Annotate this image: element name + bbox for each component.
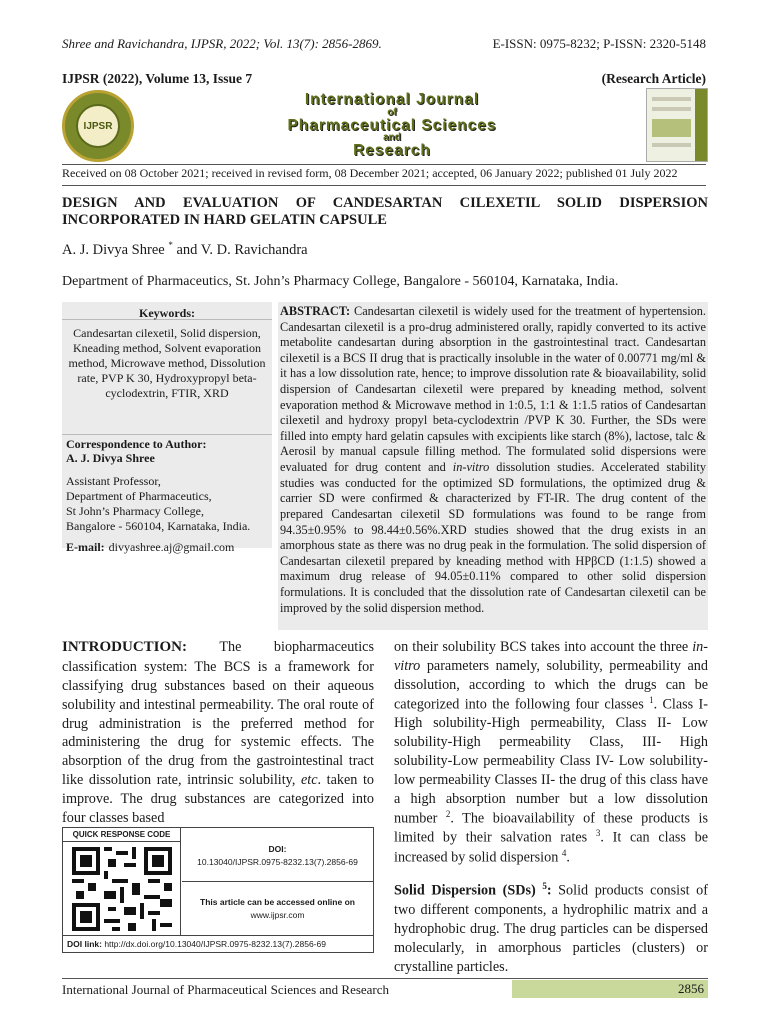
introduction-italic: etc xyxy=(300,772,318,789)
paragraph-text: . xyxy=(566,849,570,866)
authors xyxy=(62,240,308,259)
article-title: DESIGN AND EVALUATION OF CANDESARTAN CILEXETIL SOLID DISPERSION INCORPORATED IN HARD GELATIN CAPSULE xyxy=(62,195,708,229)
qr-column xyxy=(63,828,181,936)
journal-banner xyxy=(62,88,708,164)
paragraph-text: . The bioavailability of these products is limited by their salvation rates xyxy=(394,810,709,846)
footer-journal: International Journal of Pharmaceutical Sciences and Research xyxy=(62,982,390,997)
bcs-paragraph xyxy=(394,638,708,867)
section-heading: : xyxy=(546,883,552,900)
address-line: Assistant Professor, xyxy=(66,473,161,488)
address-line: Bangalore - 560104, Karnataka, India. xyxy=(66,518,251,533)
cover-block xyxy=(652,97,691,101)
abstract-label: ABSTRACT: xyxy=(280,304,351,318)
journal-title-line5: Research xyxy=(353,142,431,159)
citation: Shree and Ravichandra, IJPSR, 2022; Vol. 13(7): 2856-2869. xyxy=(62,36,382,51)
abstract-text: Candesartan cilexetil is widely used for the treatment of hypertension. Candesartan cilexetil is a pro-drug administered orally, rapidly converted to its active metabolite candesartan during absorption in the gastrointestinal tract. Candesartan cilexetil is a BCS II drug that is practically insoluble in the water of 0.00771 mg/ml & it has a low dissolution rate, hence; to improve dissolution rate & bioavailability, solid dispersion of Candesartan cilexetil were prepared by kneading method, solvent evaporation method & Microwave method in 1:0.5, 1:1 & 1:1.5 ratios of Candesartan cilexetil and hydroxy propyl beta-cyclodextrin /PVP K 30. Further, the SDs were filled into empty hard gelatin capsules with excipients like starch (8%), lactose, talc & Aerosil by manual capsule filling method. The formulated solid dispersions were evaluated for drug content and xyxy=(280,304,706,475)
journal-title xyxy=(262,92,522,159)
email-label: E-mail: xyxy=(66,539,105,554)
doi-link[interactable]: http://dx.doi.org/10.13040/IJPSR.0975-8232.13(7).2856-69 xyxy=(104,939,326,949)
right-column xyxy=(394,638,708,977)
citation-ref[interactable]: 2 xyxy=(445,808,451,819)
access-text: This article can be accessed online on xyxy=(200,897,355,907)
divider xyxy=(62,164,706,165)
citation-ref[interactable]: 5 xyxy=(542,881,547,892)
journal-cover-thumbnail xyxy=(646,88,708,162)
doi-link-row xyxy=(63,935,373,952)
correspondence-block xyxy=(62,434,272,466)
correspondence-heading: Correspondence to Author: xyxy=(66,437,207,451)
issue-line xyxy=(62,71,706,87)
qr-info-box xyxy=(62,827,374,953)
citation-ref[interactable]: 1 xyxy=(649,694,654,705)
issn: E-ISSN: 0975-8232; P-ISSN: 2320-5148 xyxy=(492,36,706,51)
paragraph-text: . Class I- High solubility-High permeability, Class II- Low solubility-High permeability Class, III- High solubility-Low permeability Class IV- Low solubility-low permeability Classes II- the drug of this class have a high absorption number but a low dissolution number xyxy=(394,696,708,827)
corresponding-mark: * xyxy=(168,240,173,250)
introduction-text: The biopharmaceutics classification system: The BCS is a framework for classifying drug substances based on their aqueous solubility and intestinal permeability. The oral route of drug administration is the preferred method for administering the drug for systemic effects. The absorption of the drug from the gastrointestinal tract like dissolution rate, intrinsic solubility, xyxy=(62,639,374,789)
qr-heading: QUICK RESPONSE CODE xyxy=(63,828,180,842)
cover-block xyxy=(652,119,691,137)
journal-title-line4: and xyxy=(383,132,401,143)
keywords-heading: Keywords: xyxy=(62,302,272,320)
cover-block xyxy=(652,143,691,147)
article-type: (Research Article) xyxy=(601,71,706,86)
footer-divider xyxy=(62,978,708,979)
cover-stripe xyxy=(695,89,707,161)
doi-link-label: DOI link: xyxy=(67,939,102,949)
running-header xyxy=(62,36,706,52)
journal-title-line1: International Journal xyxy=(304,91,480,108)
paragraph-text: Solid products consist of two different components, a hydrophilic matrix and a hydrophobic drug. The drug particles can be dispersed molecularly, in amorphous particles (clusters) or crystalline particles. xyxy=(394,883,708,975)
correspondence-name: A. J. Divya Shree xyxy=(66,451,155,466)
correspondence-address xyxy=(62,466,272,534)
qr-code-icon[interactable] xyxy=(72,846,172,932)
introduction xyxy=(62,638,374,828)
email-address[interactable]: divyashree.aj@gmail.com xyxy=(108,539,235,554)
doi-label: DOI: xyxy=(268,844,287,854)
abstract-text: dissolution studies. Accelerated stability studies was conducted for the optimized SD formulations, the optimized drug & carrier SD were confirmed & characterized by FT-IR. The drug content of the prepared Candesartan cilexetil SD formulations was found to be range from 94.35±0.95% to 98.44±0.56%.XRD studies showed that the drug exists in an amorphous state as there was no drug peak in the formulation. The solid dispersion of Candesartan cilexetil prepared by kneading method with HPβCD (1:1.5) showed a maximum drug release of 94.05±0.11% compared to other solid dispersion formulations. It is concluded that the dissolution rate of Candesartan cilexetil can be improved by the solid dispersion method. xyxy=(280,460,706,615)
cover-block xyxy=(652,107,691,111)
introduction-text: . taken to improve. The drug substances are categorized into four classes based xyxy=(62,772,374,826)
keywords-sidebar xyxy=(62,302,272,554)
affiliation: Department of Pharmaceutics, St. John’s Pharmacy College, Bangalore - 560104, Karnataka, India. xyxy=(62,274,619,289)
paragraph-text: on their solubility BCS takes into account the three xyxy=(394,639,693,655)
access-url[interactable]: www.ijpsr.com xyxy=(250,909,305,920)
email-row xyxy=(62,534,272,555)
received-dates: Received on 08 October 2021; received in revised form, 08 December 2021; accepted, 06 January 2022; published 01 July 2022 xyxy=(62,166,678,180)
doi-cell xyxy=(182,828,373,882)
keywords-list: Candesartan cilexetil, Solid dispersion, Kneading method, Solvent evaporation method, Microwave method, Dissolution rate, PVP K 30, Hydroxypropyl beta-cyclodextrin, FTIR, XRD xyxy=(68,326,266,400)
introduction-heading: INTRODUCTION: xyxy=(62,639,188,655)
paragraph-italic: in-vitro xyxy=(394,639,708,674)
paragraph-text: parameters namely, solubility, permeability and dissolution, according to which the drugs can be categorized into the following four classes xyxy=(394,657,708,713)
citation-ref[interactable]: 4 xyxy=(561,847,567,858)
author-rest: and V. D. Ravichandra xyxy=(172,241,308,258)
page-number: 2856 xyxy=(512,980,708,998)
divider xyxy=(62,185,706,186)
journal-title-line2: of xyxy=(387,106,397,118)
solid-dispersion-paragraph xyxy=(394,881,708,976)
address-line: Department of Pharmaceutics, xyxy=(66,488,212,503)
section-heading: Solid Dispersion (SDs) xyxy=(394,883,543,900)
abstract xyxy=(278,302,708,630)
issue: IJPSR (2022), Volume 13, Issue 7 xyxy=(62,71,253,86)
paragraph-text: . It can class be increased by solid dispersion xyxy=(394,829,709,866)
logo-text: IJPSR xyxy=(76,104,120,148)
author-name: A. J. Divya Shree xyxy=(62,241,165,258)
citation-ref[interactable]: 3 xyxy=(595,828,601,839)
doi-value: 10.13040/IJPSR.0975-8232.13(7).2856-69 xyxy=(197,856,358,867)
access-cell xyxy=(182,882,373,936)
journal-title-line3: Pharmaceutical Sciences xyxy=(287,116,497,134)
abstract-italic: in-vitro xyxy=(452,460,490,475)
journal-logo xyxy=(62,90,134,162)
address-line: St John’s Pharmacy College, xyxy=(66,503,204,518)
